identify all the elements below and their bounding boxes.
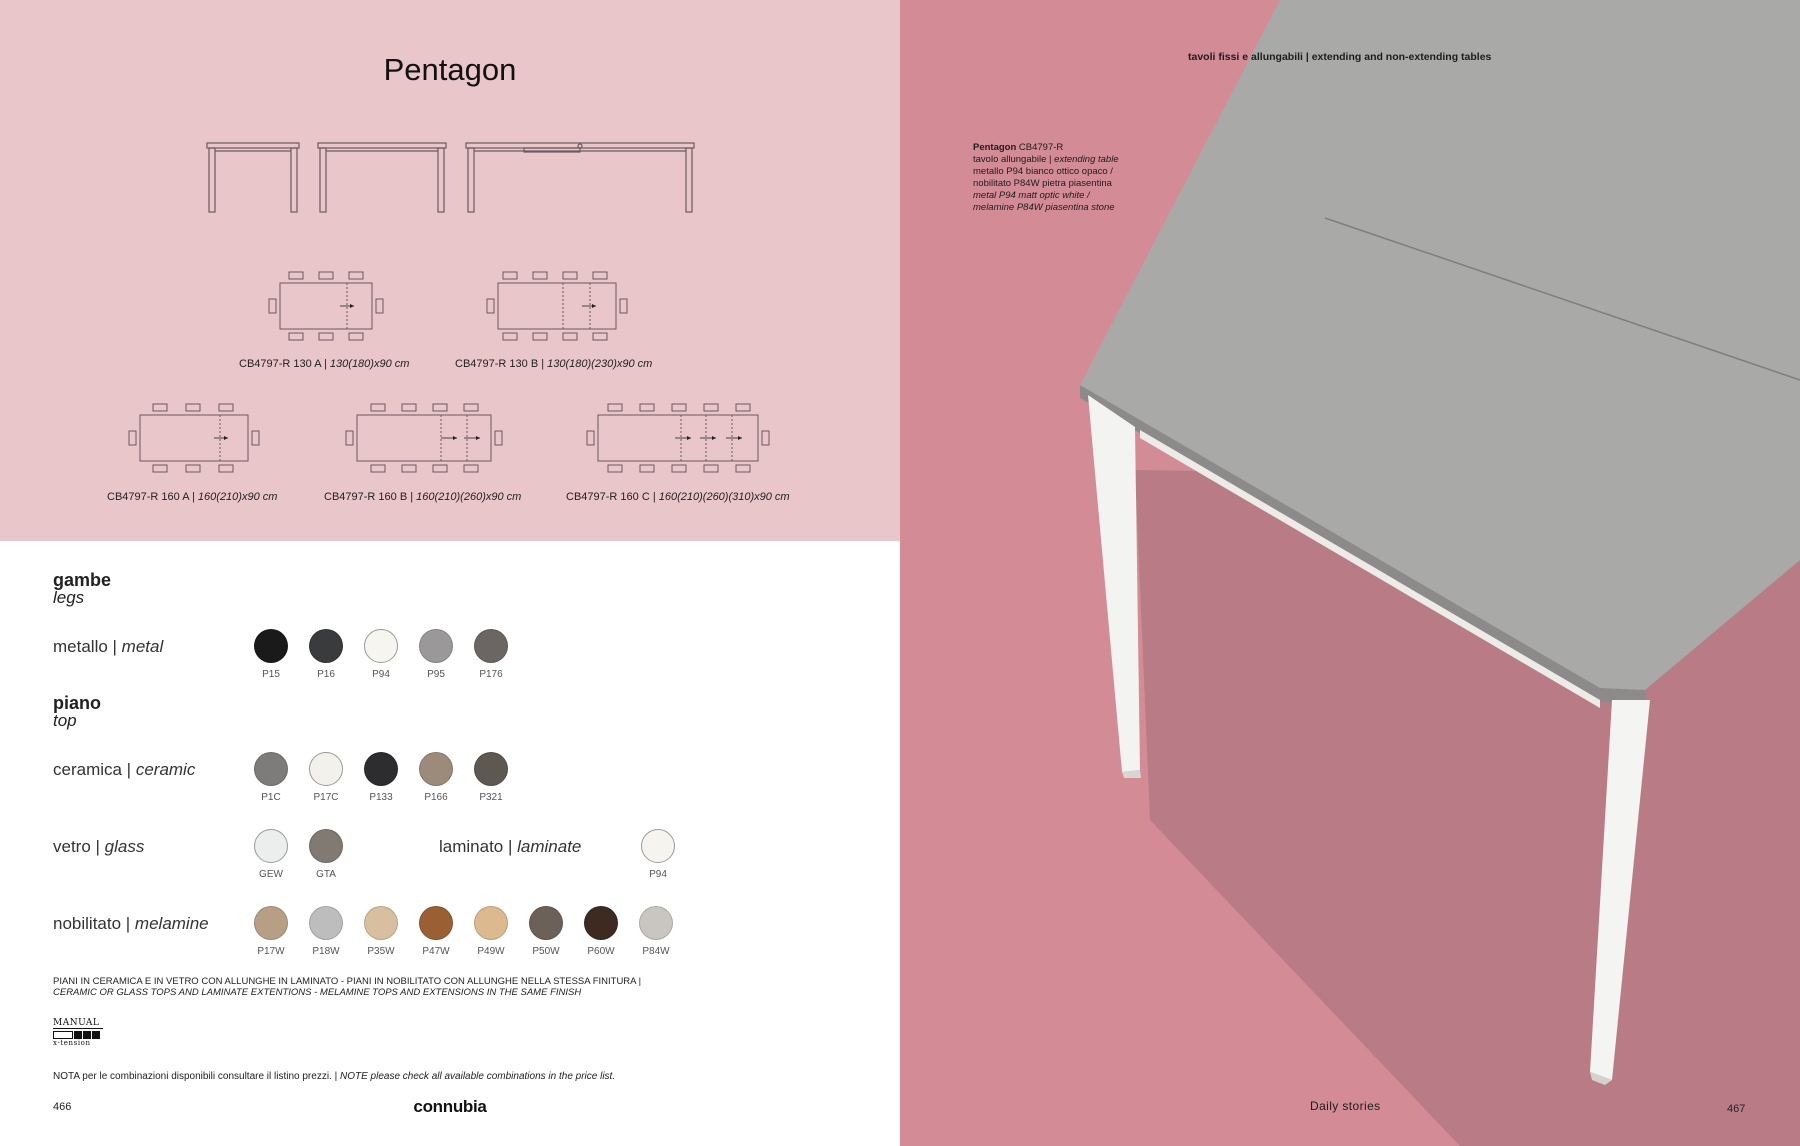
swatch-label-p18w: P18W [312,946,340,957]
desc-line3: nobilitato P84W pietra piasentina [973,178,1112,189]
ceramic-label: ceramica | ceramic [53,760,196,779]
swatch-label-p60w: P60W [587,946,615,957]
swatch-label-p17w: P17W [257,946,285,957]
manual-xtension-logo [53,1018,103,1047]
desc-line5: melamine P84W piasentina stone [973,202,1115,213]
product-code: CB4797-R [1016,142,1064,153]
swatch-label-p50w: P50W [532,946,560,957]
plan-160c [578,397,778,477]
swatch-p321 [474,752,508,786]
caption-160c: CB4797-R 160 C | 160(210)(260)(310)x90 cm [566,491,790,503]
page-number-right: 467 [1727,1103,1746,1115]
brand-logo: connubia [413,1097,487,1116]
swatch-p94 [364,629,398,663]
swatch-gta [309,829,343,863]
finish-note-it: PIANI IN CERAMICA E IN VETRO CON ALLUNGHE IN LAMINATO - PIANI IN NOBILITATO CON ALLUNGHE NELLA STESSA FINITURA | [53,976,642,987]
swatch-label-p17c: P17C [313,792,339,803]
page-title: Pentagon [383,52,517,87]
finish-note [53,976,641,998]
swatch-p133 [364,752,398,786]
swatch-p84w [639,906,673,940]
plan-130b [478,265,638,345]
swatch-label-p1c: P1C [261,792,281,803]
caption-130a: CB4797-R 130 A | 130(180)x90 cm [239,358,410,370]
swatch-label-p84w: P84W [642,946,670,957]
caption-160b: CB4797-R 160 B | 160(210)(260)x90 cm [324,491,522,503]
swatch-label-p94: P94 [372,669,390,680]
swatch-label-gta: GTA [316,869,336,880]
legs-subheading: legs [53,588,85,607]
swatch-p166 [419,752,453,786]
metal-label: metallo | metal [53,637,164,656]
plan-130a [260,265,400,345]
swatch-p94 [641,829,675,863]
desc-line4: metal P94 matt optic white / [973,190,1090,201]
swatch-label-p133: P133 [369,792,393,803]
swatch-label-p95: P95 [427,669,445,680]
desc-line2: metallo P94 bianco ottico opaco / [973,166,1113,177]
swatch-p49w [474,906,508,940]
finish-note-en: CERAMIC OR GLASS TOPS AND LAMINATE EXTENTIONS - MELAMINE TOPS AND EXTENSIONS IN THE SAME FINISH [53,987,582,998]
swatch-label-p321: P321 [479,792,503,803]
swatch-p15 [254,629,288,663]
swatch-label-p47w: P47W [422,946,450,957]
desc-type-it: tavolo allungabile | [973,154,1055,165]
swatch-p17c [309,752,343,786]
footer-label: Daily stories [1310,1099,1381,1113]
caption-160a: CB4797-R 160 A | 160(210)x90 cm [107,491,278,503]
laminate-label: laminato | laminate [439,837,582,856]
swatch-gew [254,829,288,863]
legs-heading: gambe [53,570,112,590]
swatch-p35w [364,906,398,940]
swatch-label-p35w: P35W [367,946,395,957]
swatch-label-p166: P166 [424,792,448,803]
top-subheading: top [53,711,77,730]
manual-logo-text: MANUAL [53,1018,103,1029]
swatch-label-p49w: P49W [477,946,505,957]
swatch-p60w [584,906,618,940]
swatch-p95 [419,629,453,663]
page-number-left: 466 [53,1101,72,1113]
swatch-label-p176: P176 [479,669,503,680]
leg-left [1088,395,1140,772]
swatch-label-p16: P16 [317,669,335,680]
section-header: tavoli fissi e allungabili | extending and non-extending tables [1188,51,1492,63]
plan-160a [120,397,270,477]
melamine-label: nobilitato | melamine [53,914,209,933]
swatch-p1c [254,752,288,786]
product-name: Pentagon [973,142,1017,153]
caption-130b: CB4797-R 130 B | 130(180)(230)x90 cm [455,358,653,370]
swatch-p176 [474,629,508,663]
swatch-p50w [529,906,563,940]
swatch-label-gew: GEW [259,869,283,880]
swatch-p17w [254,906,288,940]
product-description [973,142,1119,214]
swatch-label-p15: P15 [262,669,280,680]
plan-160b [337,397,517,477]
swatch-p47w [419,906,453,940]
swatch-label-p94: P94 [649,869,667,880]
glass-label: vetro | glass [53,837,145,856]
availability-note: NOTA per le combinazioni disponibili consultare il listino prezzi. | NOTE please check all available combinations in the price list. [53,1071,616,1082]
manual-logo-sub: x-tension [53,1039,91,1047]
swatch-p16 [309,629,343,663]
desc-type-en: extending table [1054,154,1119,165]
manual-logo-bars [53,1031,103,1039]
swatch-p18w [309,906,343,940]
top-heading: piano [53,693,101,713]
table-side-elevations [200,135,700,225]
